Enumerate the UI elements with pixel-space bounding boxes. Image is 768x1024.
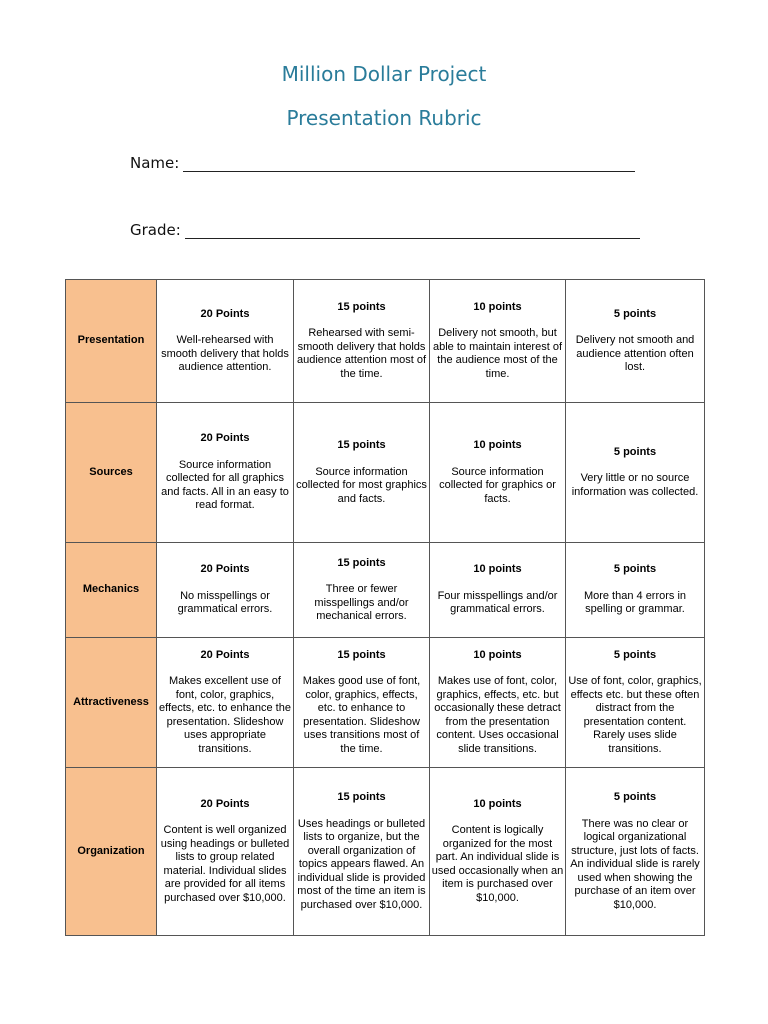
rubric-cell — [430, 280, 566, 403]
cell-description: Use of font, color, graphics, effects etc. but these often distract from the presentation content. Rarely uses slide transitions. — [568, 675, 702, 755]
points-label: 15 points — [337, 439, 386, 451]
points-label: 10 points — [473, 797, 522, 810]
cell-description: Three or fewer misspellings and/or mechanical errors. — [314, 583, 409, 622]
rubric-cell — [566, 638, 705, 768]
rubric-cell — [157, 638, 294, 768]
cell-description: There was no clear or logical organizational structure, just lots of facts. An individual slide is rarely used when showing the purchase of an item over $10,000. — [570, 817, 700, 911]
cell-description: Content is well organized using headings or bulleted lists to group related material. Individual slides are provided for all items purchased over $10,000. — [160, 824, 290, 904]
rubric-cell — [566, 768, 705, 936]
points-label: 5 points — [613, 307, 657, 320]
cell-description: No misspellings or grammatical errors. — [177, 589, 273, 616]
grade-field[interactable] — [130, 221, 640, 239]
criterion-sources: Sources — [66, 403, 157, 543]
cell-description: Delivery not smooth, but able to maintain interest of the audience most of the time. — [432, 327, 563, 380]
criterion-mechanics: Mechanics — [66, 543, 157, 638]
cell-description: Very little or no source information was collected. — [571, 472, 699, 498]
name-blank-line[interactable] — [183, 157, 635, 172]
criterion-organization: Organization — [66, 768, 157, 936]
rubric-cell — [294, 280, 430, 403]
points-label: 20 Points — [200, 648, 250, 661]
points-label: 10 points — [473, 648, 522, 661]
criterion-attractiveness: Attractiveness — [66, 638, 157, 768]
rubric-cell — [157, 403, 294, 543]
rubric-cell — [566, 280, 705, 403]
rubric-row-attractiveness — [66, 638, 705, 768]
cell-description: Four misspellings and/or grammatical errors. — [437, 589, 558, 616]
rubric-cell — [157, 280, 294, 403]
grade-blank-line[interactable] — [185, 224, 640, 239]
rubric-cell — [294, 638, 430, 768]
rubric-row-presentation — [66, 280, 705, 403]
rubric-row-organization — [66, 768, 705, 936]
rubric-cell — [294, 768, 430, 936]
cell-description: Well-rehearsed with smooth delivery that holds audience attention. — [161, 334, 289, 373]
cell-description: Uses headings or bulleted lists to organize, but the overall organization of topics appears flawed. An individual slide is provided most of the time an item is purchased over $10,000. — [297, 817, 426, 911]
points-label: 15 points — [337, 556, 386, 569]
criterion-presentation: Presentation — [66, 280, 157, 403]
rubric-cell — [430, 403, 566, 543]
cell-description: Content is logically organized for the most part. An individual slide is used occasionally when an item is purchased over $10,000. — [431, 824, 564, 904]
points-label: 15 points — [337, 648, 386, 661]
points-label: 20 Points — [200, 563, 250, 576]
rubric-row-sources — [66, 403, 705, 543]
rubric-cell — [430, 768, 566, 936]
rubric-cell — [430, 638, 566, 768]
points-label: 5 points — [613, 563, 657, 576]
points-label: 15 points — [337, 300, 386, 313]
rubric-cell — [157, 768, 294, 936]
name-label: Name: — [130, 154, 180, 172]
name-field[interactable] — [130, 154, 635, 172]
rubric-cell — [157, 543, 294, 638]
rubric-cell — [566, 403, 705, 543]
cell-description: Source information collected for graphics or facts. — [439, 465, 556, 505]
points-label: 20 Points — [200, 307, 250, 320]
points-label: 5 points — [613, 791, 657, 803]
cell-description: Source information collected for most graphics and facts. — [296, 465, 427, 505]
rubric-cell — [294, 543, 430, 638]
cell-description: Makes use of font, color, graphics, effects, etc. but occasionally these detract from the presentation content. Uses occasional slide transitions. — [434, 675, 561, 755]
rubric-table — [65, 279, 705, 936]
cell-description: Rehearsed with semi-smooth delivery that holds audience attention most of the time. — [296, 327, 427, 380]
cell-description: Makes excellent use of font, color, graphics, effects, etc. to enhance the presentation. Slideshow uses appropriate transitions. — [159, 675, 291, 755]
cell-description: Source information collected for all graphics and facts. All in an easy to read format. — [161, 458, 289, 512]
points-label: 15 points — [337, 791, 386, 803]
points-label: 20 Points — [200, 797, 250, 810]
document-title: Million Dollar Project — [281, 62, 487, 86]
points-label: 5 points — [613, 648, 657, 661]
cell-description: Makes good use of font, color, graphics, effects, etc. to enhance to presentation. Slideshow uses transitions most of the time. — [302, 675, 421, 755]
points-label: 10 points — [473, 563, 522, 576]
cell-description: More than 4 errors in spelling or grammar. — [583, 589, 687, 616]
document-subtitle: Presentation Rubric — [286, 106, 482, 130]
rubric-cell — [294, 403, 430, 543]
points-label: 10 points — [473, 439, 522, 451]
grade-label: Grade: — [130, 221, 181, 239]
points-label: 10 points — [473, 300, 522, 313]
points-label: 5 points — [613, 445, 657, 458]
points-label: 20 Points — [200, 432, 250, 445]
rubric-row-mechanics — [66, 543, 705, 638]
rubric-cell — [566, 543, 705, 638]
cell-description: Delivery not smooth and audience attention often lost. — [575, 334, 695, 373]
rubric-cell — [430, 543, 566, 638]
